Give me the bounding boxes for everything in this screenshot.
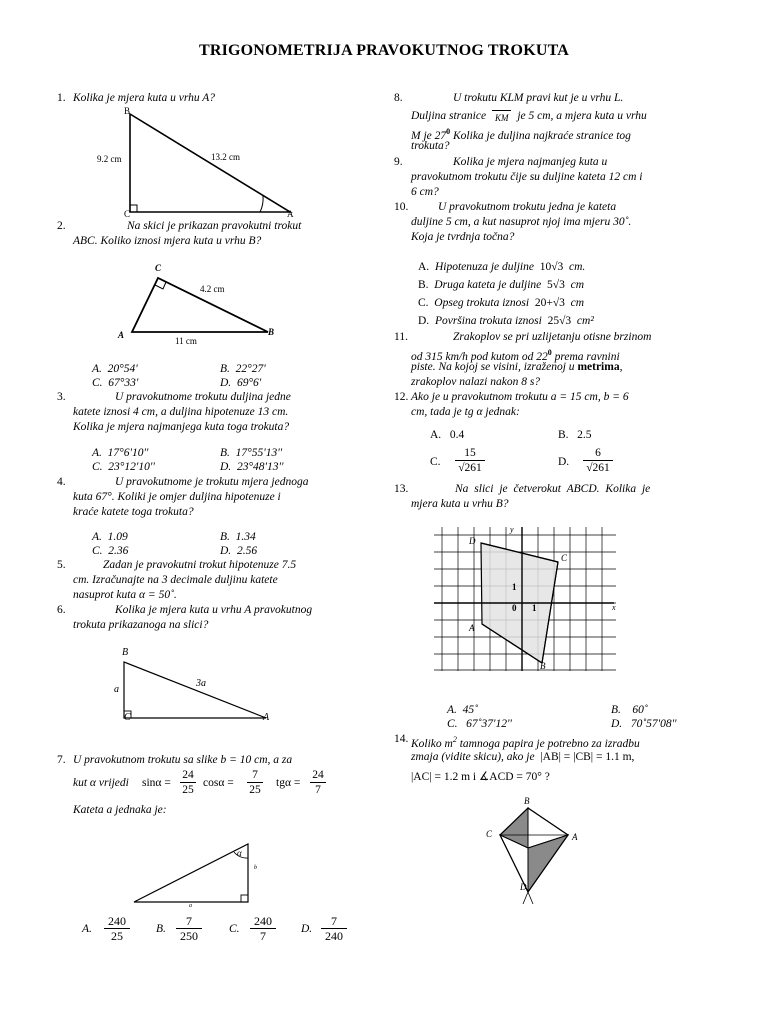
q12-line1: Ako je u pravokutnom trokutu a = 15 cm, b = 6 bbox=[411, 391, 629, 403]
q4-line3: kraće katete toga trokuta? bbox=[73, 506, 194, 518]
q7-option-c-fraction[interactable]: $\frac{240}{7}$ bbox=[250, 914, 276, 943]
q4-number: 4. bbox=[57, 476, 66, 488]
q14-line2: zmaja (vidite skicu), ako je |AB| = |CB| = 1.1 m, bbox=[411, 751, 635, 763]
q12-option-b[interactable]: B. 2.5 bbox=[558, 429, 592, 441]
q7-option-a-label[interactable]: A. bbox=[82, 923, 92, 935]
q13-axis-y: y bbox=[510, 525, 514, 534]
q3-option-a[interactable]: A. 17°6'10'' bbox=[92, 447, 149, 459]
q4-option-c[interactable]: C. 2.36 bbox=[92, 545, 129, 557]
q4-option-b[interactable]: B. 1.34 bbox=[220, 531, 256, 543]
q1-label-a: A bbox=[287, 209, 294, 219]
q7-option-b-fraction[interactable]: $\frac{7}{250}$ bbox=[176, 914, 202, 943]
q7-option-b-label[interactable]: B. bbox=[156, 923, 166, 935]
q13-coordinate-grid bbox=[434, 527, 616, 671]
q12-number: 12. bbox=[394, 391, 409, 403]
q1-number: 1. bbox=[57, 92, 66, 104]
q12-option-d-fraction[interactable]: $\frac{6}{√261}$ bbox=[583, 446, 613, 475]
q2-option-c[interactable]: C. 67°33' bbox=[92, 377, 139, 389]
q13-tick-one-x: 1 bbox=[532, 603, 537, 613]
q13-origin: 0 bbox=[512, 603, 517, 613]
q6-line1: Kolika je mjera kuta u vrhu A pravokutnog bbox=[115, 604, 313, 616]
q1-text: Kolika je mjera kuta u vrhu A? bbox=[73, 92, 216, 104]
q12-option-a[interactable]: A. 0.4 bbox=[430, 429, 465, 441]
q13-axis-x: x bbox=[612, 603, 616, 612]
q6-label-a: A bbox=[263, 712, 270, 723]
q9-number: 9. bbox=[394, 156, 403, 168]
q13-label-a: A bbox=[469, 623, 475, 633]
q1-label-b: B bbox=[124, 106, 131, 116]
q3-line1: U pravokutnome trokutu duljina jedne bbox=[115, 391, 291, 403]
q6-side-hyp: 3a bbox=[196, 678, 206, 689]
q2-label-a: A bbox=[118, 330, 125, 340]
q5-line3: nasuprot kuta α = 50˚. bbox=[73, 589, 177, 601]
q7-option-c-label[interactable]: C. bbox=[229, 923, 240, 935]
q8-line2: Duljina stranice KM je 5 cm, a mjera kuta u vrhu bbox=[411, 108, 647, 124]
q14-label-c: C bbox=[486, 829, 493, 839]
q2-triangle-figure bbox=[120, 268, 280, 340]
q7-option-d-fraction[interactable]: $\frac{7}{240}$ bbox=[321, 914, 347, 943]
q7-option-a-fraction[interactable]: $\frac{240}{25}$ bbox=[104, 914, 130, 943]
q2-line1: Na skici je prikazan pravokutni trokut bbox=[127, 220, 302, 232]
q12-option-c-fraction[interactable]: $\frac{15}{√261}$ bbox=[455, 446, 485, 475]
q13-number: 13. bbox=[394, 483, 409, 495]
q10-option-a[interactable]: A. Hipotenuza je duljine 10√3 cm. bbox=[418, 261, 586, 273]
q9-line3: 6 cm? bbox=[411, 186, 439, 198]
q14-kite-figure bbox=[490, 800, 580, 905]
q7-triangle-figure bbox=[130, 840, 254, 906]
q13-option-b[interactable]: B. 60˚ bbox=[611, 704, 648, 716]
q7-line3: Kateta a jednaka je: bbox=[73, 804, 167, 816]
q3-option-b[interactable]: B. 17°55'13'' bbox=[220, 447, 283, 459]
q13-option-c[interactable]: C. 67˚37'12'' bbox=[447, 718, 512, 730]
q2-side-cb: 4.2 cm bbox=[200, 284, 225, 294]
q11-line3: piste. Na kojoj se visini, izraženoj u metrima, bbox=[411, 361, 623, 373]
q14-number: 14. bbox=[394, 733, 409, 745]
q9-line2: pravokutnom trokutu čije su duljine kateta 12 cm i bbox=[411, 171, 643, 183]
q14-line3: |AC| = 1.2 m i ∡ACD = 70° ? bbox=[411, 771, 550, 783]
q10-option-b[interactable]: B. Druga kateta je duljine 5√3 cm bbox=[418, 279, 585, 291]
q7-label-alpha: α bbox=[237, 848, 242, 858]
q2-option-d[interactable]: D. 69°6' bbox=[220, 377, 262, 389]
q13-line2: mjera kuta u vrhu B? bbox=[411, 498, 509, 510]
q3-option-d[interactable]: D. 23°48'13'' bbox=[220, 461, 284, 473]
q10-line2: duljine 5 cm, a kut nasuprot njoj ima mjeru 30˚. bbox=[411, 216, 632, 228]
q7-tg-label: tgα = bbox=[276, 777, 301, 789]
q2-side-ab: 11 cm bbox=[175, 336, 197, 346]
q11-line4: zrakoplov nalazi nakon 8 s? bbox=[411, 376, 541, 388]
q14-label-d: D bbox=[520, 882, 527, 892]
q8-line1: U trokutu KLM pravi kut je u vrhu L. bbox=[453, 92, 624, 104]
q10-option-c[interactable]: C. Opseg trokuta iznosi 20+√3 cm bbox=[418, 297, 585, 309]
page-title: TRIGONOMETRIJA PRAVOKUTNOG TROKUTA bbox=[198, 42, 570, 59]
q2-number: 2. bbox=[57, 220, 66, 232]
q13-label-c: C bbox=[561, 553, 568, 563]
q5-line2: cm. Izračunajte na 3 decimale duljinu katete bbox=[73, 574, 278, 586]
q3-number: 3. bbox=[57, 391, 66, 403]
q7-sin-fraction: $\frac{24}{25}$ bbox=[180, 768, 196, 797]
q6-side-a: a bbox=[114, 684, 119, 695]
q7-kut-text: kut α vrijedi bbox=[73, 777, 129, 789]
q6-number: 6. bbox=[57, 604, 66, 616]
q2-line2: ABC. Koliko iznosi mjera kuta u vrhu B? bbox=[73, 235, 262, 247]
q1-triangle-figure bbox=[100, 108, 300, 220]
q10-line3: Koja je tvrdnja točna? bbox=[411, 231, 515, 243]
q2-option-b[interactable]: B. 22°27' bbox=[220, 363, 266, 375]
q6-triangle-figure bbox=[118, 658, 278, 722]
q7-sin-label: sinα = bbox=[142, 777, 171, 789]
q7-option-d-label[interactable]: D. bbox=[301, 923, 313, 935]
q11-line2: od 315 km/h pod kutom od $22^0$ prema ravnini bbox=[411, 348, 620, 363]
q6-label-b: B bbox=[122, 647, 129, 658]
q12-line2: cm, tada je tg α jednak: bbox=[411, 406, 520, 418]
q7-tg-fraction: $\frac{24}{7}$ bbox=[310, 768, 326, 797]
q13-option-a[interactable]: A. 45˚ bbox=[447, 704, 478, 716]
q6-label-c: C bbox=[124, 712, 131, 723]
q12-option-d-label[interactable]: D. bbox=[558, 456, 570, 468]
q8-line4: trokuta? bbox=[411, 140, 450, 152]
q2-label-c: C bbox=[155, 263, 162, 273]
q4-option-d[interactable]: D. 2.56 bbox=[220, 545, 258, 557]
q11-number: 11. bbox=[394, 331, 408, 343]
q1-side-ab: 13.2 cm bbox=[211, 152, 240, 162]
q7-number: 7. bbox=[57, 754, 66, 766]
q13-line1: Na slici je četverokut ABCD. Kolika je bbox=[455, 483, 651, 495]
q7-label-b: b bbox=[254, 865, 257, 871]
q12-option-c-label[interactable]: C. bbox=[430, 456, 441, 468]
q14-line1: Koliko $m^2$ tamnoga papira je potrebno za izradbu bbox=[411, 735, 640, 750]
q11-line1: Zrakoplov se pri uzlijetanju otisne brzinom bbox=[453, 331, 652, 343]
q14-label-a: A bbox=[572, 832, 578, 842]
q14-label-b: B bbox=[524, 796, 530, 806]
q4-option-a[interactable]: A. 1.09 bbox=[92, 531, 128, 543]
q4-line2: kuta 67°. Koliki je omjer duljina hipotenuze i bbox=[73, 491, 281, 503]
q10-line1: U pravokutnom trokutu jedna je kateta bbox=[438, 201, 617, 213]
q13-label-b: B bbox=[540, 661, 546, 671]
q7-line1: U pravokutnom trokutu sa slike b = 10 cm, a za bbox=[73, 754, 293, 766]
q3-line2: katete iznosi 4 cm, a duljina hipotenuze 13 cm. bbox=[73, 406, 289, 418]
q4-line1: U pravokutnome je trokutu mjera jednoga bbox=[115, 476, 309, 488]
q7-cos-label: cosα = bbox=[203, 777, 234, 789]
q8-line3: M je $27^0$ Kolika je duljina najkraće stranice tog bbox=[411, 127, 631, 142]
q7-cos-fraction: $\frac{7}{25}$ bbox=[247, 768, 263, 797]
q13-tick-one-y: 1 bbox=[512, 582, 517, 592]
q6-line2: trokuta prikazanoga na slici? bbox=[73, 619, 209, 631]
q10-number: 10. bbox=[394, 201, 409, 213]
q3-line3: Kolika je mjera najmanjega kuta toga trokuta? bbox=[73, 421, 290, 433]
q13-label-d: D bbox=[469, 536, 476, 546]
q13-option-d[interactable]: D. 70˚57'08'' bbox=[611, 718, 677, 730]
q1-label-c: C bbox=[124, 209, 131, 219]
q9-line1: Kolika je mjera najmanjeg kuta u bbox=[453, 156, 608, 168]
q3-option-c[interactable]: C. 23°12'10'' bbox=[92, 461, 155, 473]
q1-side-bc: 9.2 cm bbox=[97, 154, 122, 164]
q7-label-a: a bbox=[189, 903, 192, 909]
q5-line1: Zadan je pravokutni trokut hipotenuze 7.5 bbox=[103, 559, 297, 571]
q2-option-a[interactable]: A. 20°54' bbox=[92, 363, 138, 375]
q10-option-d[interactable]: D. Površina trokuta iznosi 25√3 cm² bbox=[418, 315, 594, 327]
q8-number: 8. bbox=[394, 92, 403, 104]
q5-number: 5. bbox=[57, 559, 66, 571]
q2-label-b: B bbox=[268, 327, 275, 337]
